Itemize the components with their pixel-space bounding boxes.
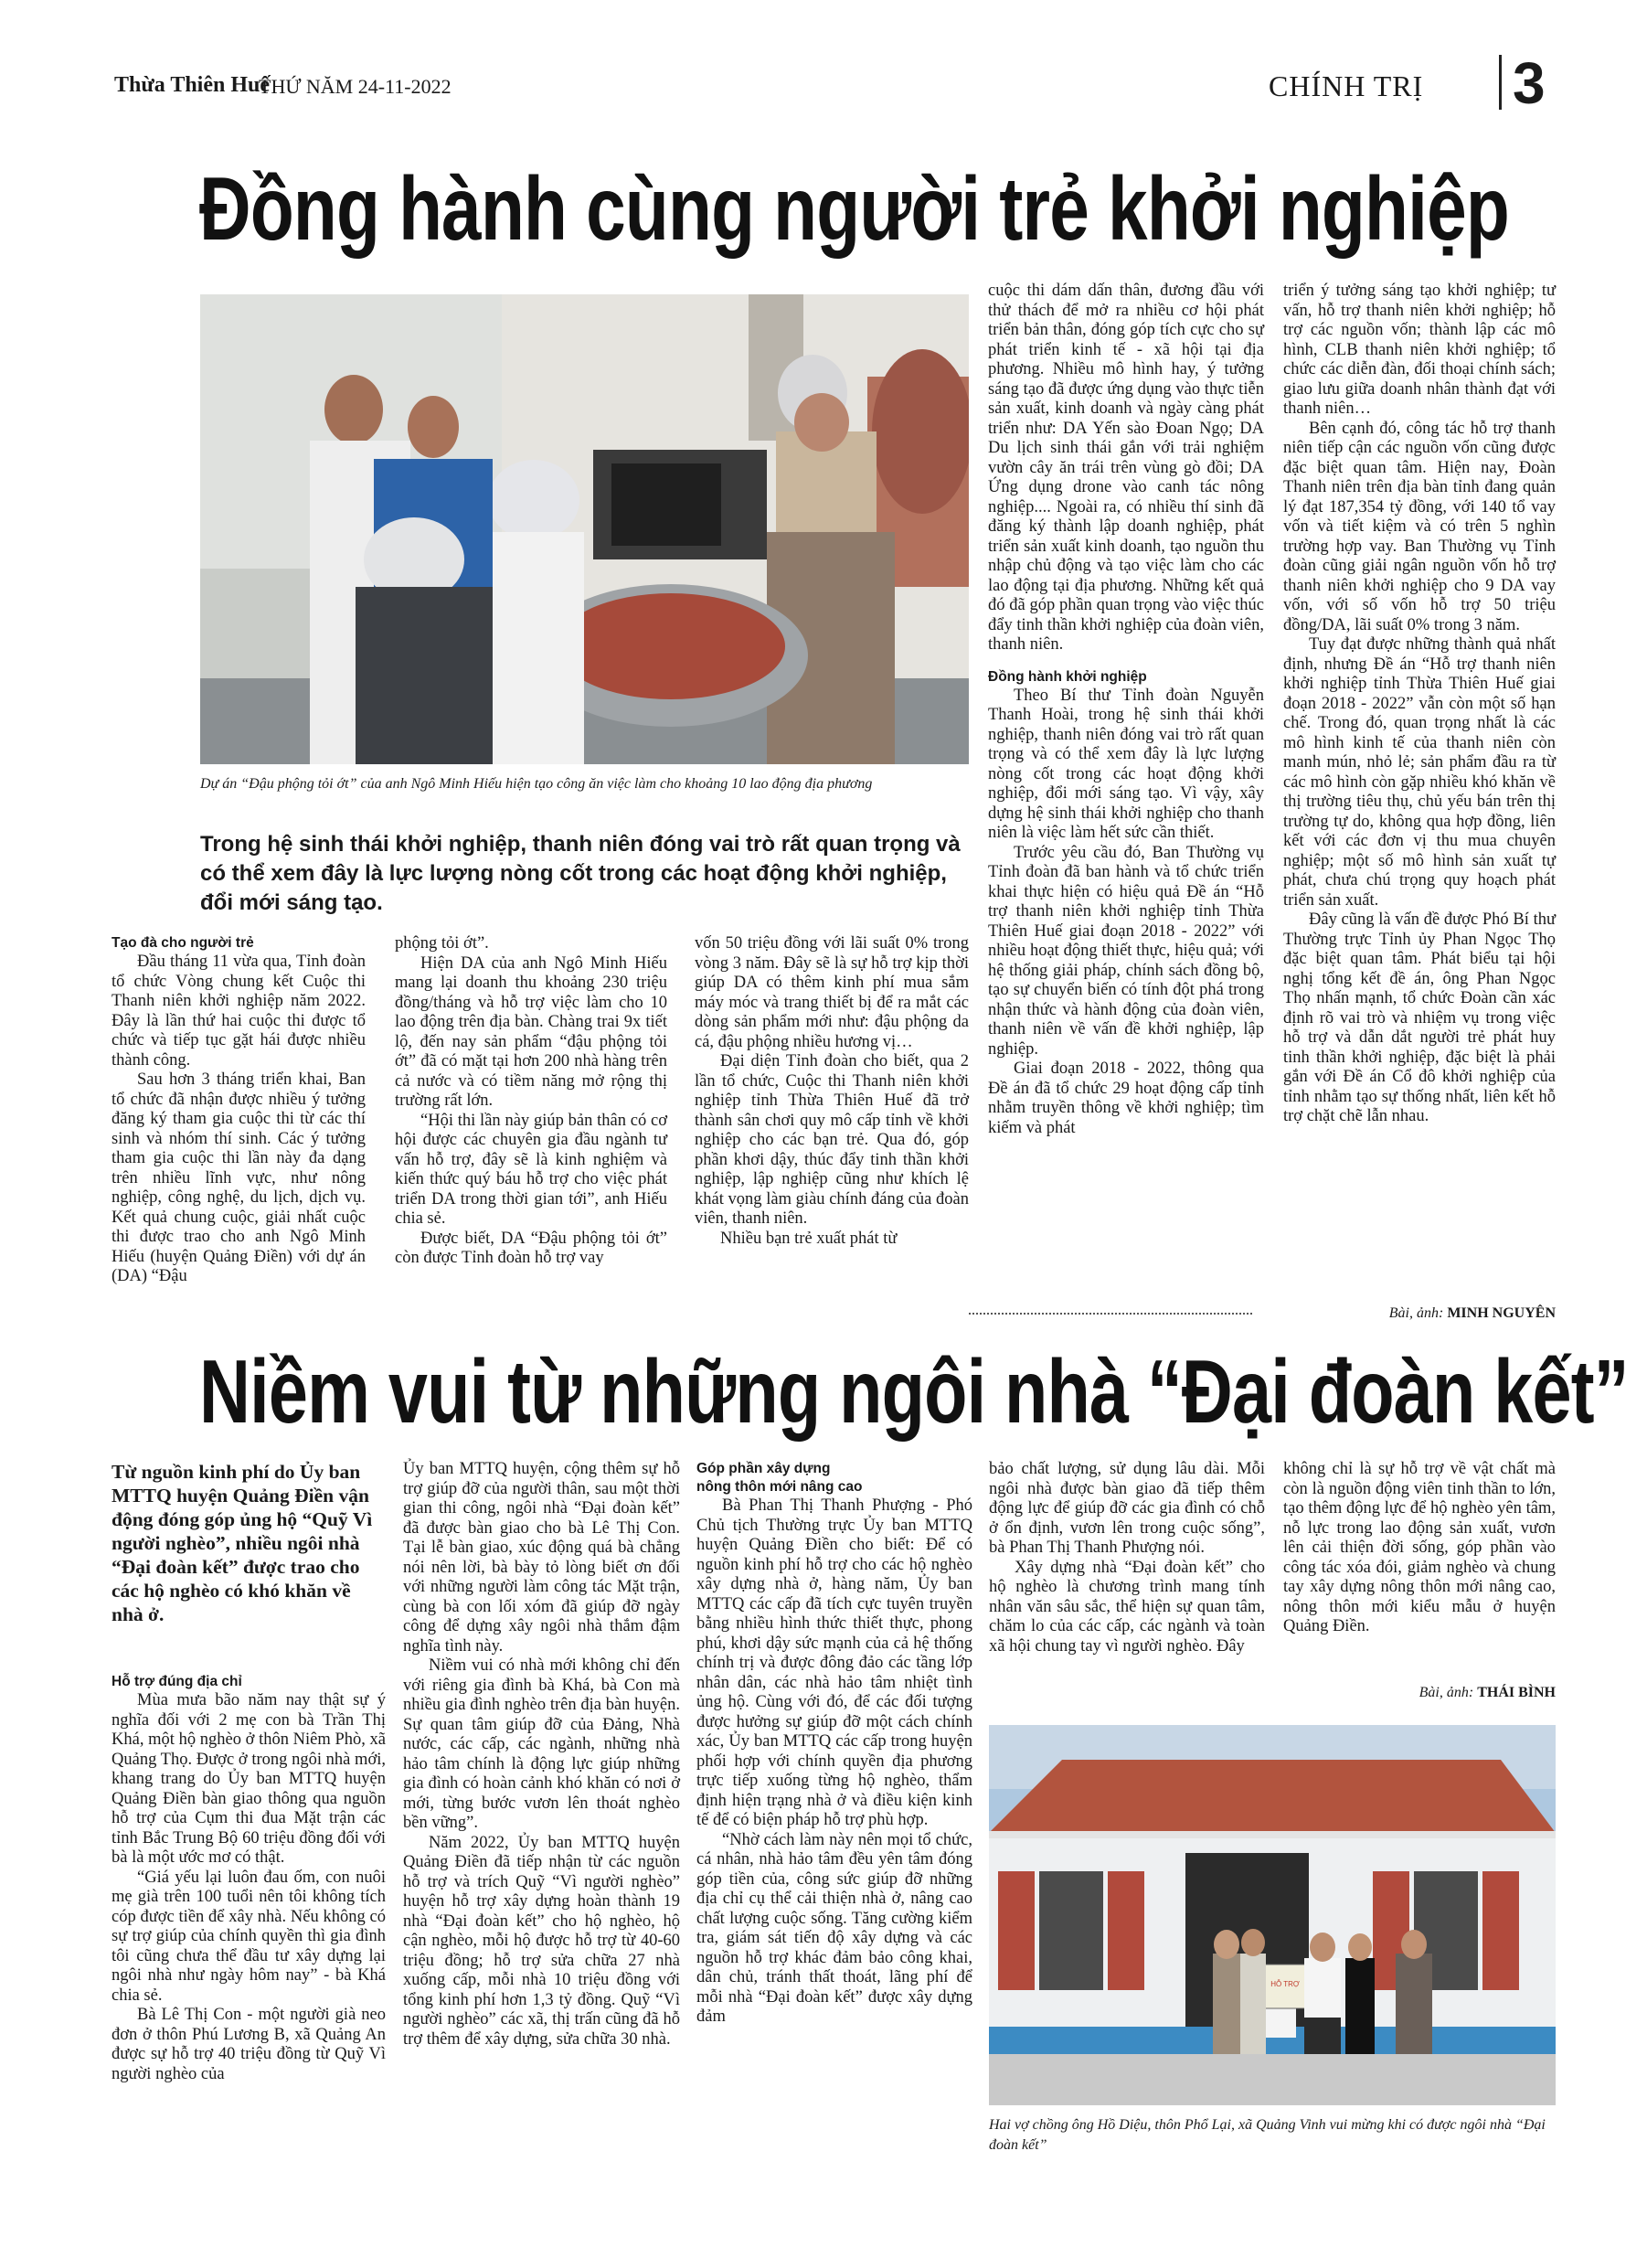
paragraph: Bà Phan Thị Thanh Phượng - Phó Chủ tịch Thường trực Ủy ban MTTQ huyện Quảng Điền cho biết: Để có nguồn kinh phí hỗ trợ cho các hộ nghèo xây dựng nhà ở, hàng năm, Ủy ban MTTQ các cấp đã tích cực tuyên truyền bằng nhiều hình thức thiết thực, phong phú, khơi dậy sức mạnh của cả hệ thống chính trị và được đông đảo các tầng lớp nhân dân, các nhà hảo tâm nhiệt tình ủng hộ. Cùng với đó, để các đối tượng được hưởng sự giúp đỡ một cách chính xác, Ủy ban MTTQ các cấp trong huyện phối hợp với chính quyền địa phương trực tiếp xuống từng hộ nghèo, thẩm định hiện trạng nhà ở và điều kiện kinh tế để có biện pháp hỗ trợ phù hợp. [696, 1496, 972, 1829]
article2-byline [1283, 1685, 1556, 1701]
article1-photo-caption: Dự án “Đậu phộng tỏi ớt” của anh Ngô Minh Hiếu hiện tạo công ăn việc làm cho khoảng 10 lao động địa phương [200, 776, 873, 792]
article2-column-5 [1283, 1460, 1556, 1637]
paragraph: Bên cạnh đó, công tác hỗ trợ thanh niên tiếp cận các nguồn vốn cũng được đặc biệt quan tâm. Hiện nay, Đoàn Thanh niên trên địa bàn tỉnh đang quản lý đạt 187,354 tỷ đồng, với 140 tổ vay vốn và tiết kiệm và có trên 5 nghìn trường hợp vay. Ban Thường vụ Tỉnh đoàn cũng giải ngân nguồn vốn hỗ trợ thanh niên khởi nghiệp cho 9 DA vay vốn, với số vốn hỗ trợ 50 triệu đồng/DA, lãi suất 0% trong 3 năm. [1283, 419, 1556, 634]
paragraph: Niềm vui có nhà mới không chỉ đến với riêng gia đình bà Khá, bà Con mà nhiều gia đình nghèo trên địa bàn huyện. Sự quan tâm giúp đỡ của Đảng, Nhà nước, các cấp, các ngành, những nhà hảo tâm chính là động lực giúp những gia đình có hoàn cảnh khó khăn có nơi ở mới, từng bước vươn lên thoát nghèo bền vững”. [403, 1656, 680, 1832]
paragraph: bảo chất lượng, sử dụng lâu dài. Mỗi ngôi nhà được bàn giao đã tiếp thêm động lực để giúp đỡ các gia đình có chỗ ở ổn định, vươn lên trong cuộc sống”, bà Phan Thị Thanh Phượng nói. [989, 1460, 1265, 1557]
article2-photo [989, 1725, 1556, 2105]
sign-text: HỖ TRỢ [1270, 1980, 1300, 1988]
paragraph: Tuy đạt được những thành quả nhất định, nhưng Đề án “Hỗ trợ thanh niên khởi nghiệp tỉnh Thừa Thiên Huế giai đoạn 2018 - 2022” vẫn còn một số hạn chế. Trong đó, quan trọng nhất là các mô hình kinh tế của thanh niên còn manh mún, nhỏ lẻ; sản phẩm đầu ra từ các mô hình còn gặp nhiều khó khăn về thị trường tiêu thụ, chủ yếu bán trên thị trường tự do, không qua hợp đồng, liên kết với các đơn vị thu mua chuyên nghiệp; một số mô hình sản xuất tự phát, chưa chú trọng quy hoạch phát triển sản xuất. [1283, 635, 1556, 910]
paragraph: Đây cũng là vấn đề được Phó Bí thư Thường trực Tỉnh ủy Phan Ngọc Thọ đặc biệt quan tâm. Phát biểu tại hội nghị tổng kết đề án, ông Phan Ngọc Thọ nhấn mạnh, tổ chức Đoàn cần xác định rõ vai trò và nhiệm vụ trong việc hỗ trợ và dẫn dắt người trẻ phát huy tinh thần khởi nghiệp, đặc biệt là phải gắn với Đề án Cổ đô khởi nghiệp của tỉnh nhằm tạo sự thống nhất, liên kết hỗ trợ chặt chẽ lẫn nhau. [1283, 910, 1556, 1125]
byline-author: MINH NGUYÊN [1447, 1305, 1556, 1321]
paragraph: Sau hơn 3 tháng triển khai, Ban tổ chức đã nhận được nhiều ý tưởng đăng ký tham gia cuộc thi từ các thí sinh và nhóm thí sinh. Các ý tưởng tham gia cuộc thi lần này đa dạng trên nhiều lĩnh vực, như nông nghiệp, công nghệ, du lịch, dịch vụ. Kết quả chung cuộc, giải nhất cuộc thi được trao cho anh Ngô Minh Hiếu (huyện Quảng Điền) với dự án (DA) “Đậu [112, 1070, 366, 1285]
paragraph: triển ý tưởng sáng tạo khởi nghiệp; tư vấn, hỗ trợ thanh niên khởi nghiệp; hỗ trợ các nguồn vốn; thành lập các mô hình, CLB thanh niên khởi nghiệp; tổ chức các diễn đàn, đối thoại chính sách; giao lưu giữa doanh nhân thành đạt với thanh niên… [1283, 282, 1556, 418]
paragraph: Đại diện Tỉnh đoàn cho biết, qua 2 lần tổ chức, Cuộc thi Thanh niên khởi nghiệp tỉnh Thừa Thiên Huế đã trở thành sân chơi quy mô cấp tỉnh về khởi nghiệp cho các bạn trẻ. Qua đó, góp phần khơi dậy, thúc đẩy tinh thần khởi nghiệp, lập nghiệp cũng như khích lệ khát vọng làm giàu chính đáng của đoàn viên, thanh niên. [695, 1052, 969, 1228]
paragraph: Năm 2022, Ủy ban MTTQ huyện Quảng Điền đã tiếp nhận từ các nguồn hỗ trợ và trích Quỹ “Vì người nghèo” huyện hỗ trợ xây dựng hoàn thành 19 nhà “Đại đoàn kết” cho hộ nghèo, hộ cận nghèo, mỗi hộ được hỗ trợ từ 40-60 triệu đồng; hỗ trợ sửa chữa 27 nhà xuống cấp, mỗi nhà 10 triệu đồng với tổng kinh phí hơn 1,3 tỷ đồng. Quỹ “Vì người nghèo” các xã, thị trấn cũng đã hỗ trợ thêm để xây dựng, sửa chữa 30 nhà. [403, 1833, 680, 2049]
article1-column-4 [988, 282, 1264, 1138]
article2-subhead-2a: Góp phần xây dựng [696, 1461, 831, 1476]
paragraph: Giai đoạn 2018 - 2022, thông qua Đề án đã tổ chức 29 hoạt động cấp tỉnh nhằm truyền thông về khởi nghiệp; tìm kiếm và phát [988, 1059, 1264, 1137]
paragraph: Đầu tháng 11 vừa qua, Tỉnh đoàn tổ chức Vòng chung kết Cuộc thi Thanh niên khởi nghiệp năm 2022. Đây là lần thứ hai cuộc thi được tổ chức và tiếp tục gặt hái được nhiều thành công. [112, 953, 366, 1070]
article1-subhead-2: Đồng hành khởi nghiệp [988, 668, 1147, 685]
paragraph: Xây dựng nhà “Đại đoàn kết” cho hộ nghèo là chương trình mang tính nhân văn sâu sắc, thể hiện sự quan tâm, chăm lo của các cấp, các ngành và toàn xã hội chung tay vì người nghèo. Đây [989, 1558, 1265, 1656]
byline-author: THÁI BÌNH [1477, 1685, 1556, 1700]
masthead-name: Thừa Thiên Huế [114, 73, 271, 97]
article1-subhead-1: Tạo đà cho người trẻ [112, 935, 254, 951]
article2-subhead-2b: nông thôn mới nâng cao [696, 1479, 863, 1495]
paragraph: Hiện DA của anh Ngô Minh Hiếu mang lại doanh thu khoảng 230 triệu đồng/tháng và hỗ trợ việc làm cho 10 lao động trên địa bàn. Chàng trai 9x tiết lộ, đến nay sản phẩm “đậu phộng tỏi ớt” đã có mặt tại hơn 200 nhà hàng trên cả nước và có tiềm năng mở rộng thị trường rất lớn. [395, 953, 667, 1110]
paragraph: phộng tỏi ớt”. [395, 934, 489, 953]
paragraph: Ủy ban MTTQ huyện, cộng thêm sự hỗ trợ giúp đỡ của người thân, sau một thời gian thi công, ngôi nhà “Đại đoàn kết” đã được bàn giao cho bà Lê Thị Con. Tại lễ bàn giao, xúc động quá bà chẳng nói nên lời, bà bày tỏ lòng biết ơn đối với những người làm công tác Mặt trận, cùng bà con lối xóm đã giúp đỡ ngày công để dựng xây ngôi nhà thắm đậm nghĩa tình này. [403, 1460, 680, 1656]
page-number-divider [1499, 55, 1502, 110]
byline-prefix: Bài, ảnh: [1388, 1305, 1444, 1321]
paragraph: Mùa mưa bão năm nay thật sự ý nghĩa đối với 2 mẹ con bà Trần Thị Khá, một hộ nghèo ở thôn Niêm Phò, xã Quảng Thọ. Được ở trong ngôi nhà mới, khang trang do Ủy ban MTTQ huyện Quảng Điền bàn giao thông qua nguồn hỗ trợ của Cụm thi đua Mặt trận các tỉnh Bắc Trung Bộ 60 triệu đồng đối với bà là một ước mơ có thật. [112, 1691, 386, 1867]
paragraph: “Giá yếu lại luôn đau ốm, con nuôi mẹ già trên 100 tuổi nên tôi không tích cóp được tiền để xây nhà. Nếu không có sự trợ giúp của chính quyền thì gia đình tôi cũng chưa thể đầu tư xây dựng lại ngôi nhà như ngày hôm nay” - bà Khá chia sẻ. [112, 1868, 386, 2005]
paragraph: không chỉ là sự hỗ trợ về vật chất mà còn là nguồn động viên tinh thần to lớn, tạo thêm động lực để hộ nghèo yên tâm, nỗ lực trong lao động sản xuất, vươn lên cải thiện đời sống, góp phần vào công tác xóa đói, giảm nghèo và chung tay xây dựng nông thôn mới nâng cao, nông thôn mới kiểu mẫu ở huyện Quảng Điền. [1283, 1460, 1556, 1635]
paragraph: Bà Lê Thị Con - một người già neo đơn ở thôn Phú Lương B, xã Quảng An được sự hỗ trợ 40 triệu đồng từ Quỹ Vì người nghèo của [112, 2006, 386, 2083]
article-divider [969, 1313, 1252, 1315]
article2-lead: Từ nguồn kinh phí do Ủy ban MTTQ huyện Quảng Điền vận động đóng góp ủng hộ “Quỹ Vì người nghèo”, nhiều ngôi nhà “Đại đoàn kết” được trao cho các hộ nghèo có khó khăn về nhà ở. [112, 1461, 373, 1625]
article2-column-4 [989, 1460, 1265, 1656]
article1-photo [200, 294, 969, 764]
paragraph: Được biết, DA “Đậu phộng tỏi ớt” còn được Tỉnh đoàn hỗ trợ vay [395, 1229, 667, 1267]
article2-photo-caption: Hai vợ chồng ông Hồ Diệu, thôn Phổ Lại, xã Quảng Vinh vui mừng khi có được ngôi nhà “Đại đoàn kết” [989, 2117, 1546, 2153]
byline-prefix: Bài, ảnh: [1419, 1685, 1474, 1700]
article2-column-2 [403, 1460, 680, 2050]
paragraph: Nhiều bạn trẻ xuất phát từ [720, 1229, 898, 1248]
paragraph: Theo Bí thư Tỉnh đoàn Nguyễn Thanh Hoài, trong hệ sinh thái khởi nghiệp, thanh niên đóng vai trò rất quan trọng và có thể xem đây là lực lượng nòng cốt trong các hoạt động khởi nghiệp, đổi mới sáng tạo. Vì vậy, xây dựng hệ sinh thái khởi nghiệp cho thanh niên là việc làm hết sức cần thiết. [988, 686, 1264, 842]
article2-column-3 [696, 1460, 972, 2028]
paragraph: “Nhờ cách làm này nên mọi tổ chức, cá nhân, nhà hảo tâm đều yên tâm đóng góp tiền của, công sức giúp đỡ những địa chỉ cụ thể cải thiện nhà ở, nâng cao chất lượng cuộc sống. Tăng cường kiểm tra, giám sát tiến độ xây dựng và các nguồn hỗ trợ khác đảm bảo công khai, dân chủ, tránh thất thoát, lãng phí để mỗi nhà “Đại đoàn kết” được xây dựng đảm [696, 1830, 972, 2026]
article1-column-3 [695, 934, 969, 1249]
issue-date: THỨ NĂM 24-11-2022 [259, 75, 452, 98]
paragraph: cuộc thi dám dấn thân, đương đầu với thử thách để mở ra nhiều cơ hội phát triển bản thân, đóng góp tích cực cho sự phát triển kinh tế - xã hội tại địa phương. Nhiều mô hình hay, ý tưởng sáng tạo đã được ứng dụng vào thực tiễn sản xuất, kinh doanh và ngày càng phát triển như: DA Yến sào Đoan Ngọ; DA Du lịch sinh thái gắn với trải nghiệm vườn cây ăn trái trên vùng gò đồi; DA Ứng dụng drone vào canh tác nông nghiệp.... Ngoài ra, có nhiều thí sinh đã đăng ký thành lập doanh nghiệp, phát triển sản xuất kinh doanh, tạo nguồn thu nhập chủ động và tạo việc làm cho các lao động tại địa phương. Những kết quả đó đã góp phần quan trọng vào việc thúc đẩy tinh thần khởi nghiệp của đoàn viên, thanh niên. [988, 282, 1264, 654]
paragraph: Trước yêu cầu đó, Ban Thường vụ Tỉnh đoàn đã ban hành và tổ chức triển khai thực hiện có hiệu quả Đề án “Hỗ trợ thanh niên khởi nghiệp tỉnh Thừa Thiên Huế giai đoạn 2018 - 2022” với nhiều hoạt động thiết thực, hiệu quả; với hệ thống giải pháp, chính sách đồng bộ, tạo sự chuyển biến có tính đột phá trong nhận thức và hành động của đoàn viên, thanh niên về vấn đề khởi nghiệp, lập nghiệp. [988, 843, 1264, 1059]
article1-column-1 [112, 934, 366, 1287]
article1-byline [1283, 1305, 1556, 1322]
page-number: 3 [1513, 50, 1546, 116]
section-name: CHÍNH TRỊ [1269, 69, 1424, 102]
article1-column-2 [395, 934, 667, 1269]
article1-lead: Trong hệ sinh thái khởi nghiệp, thanh niên đóng vai trò rất quan trọng và có thể xem đây là lực lượng nòng cốt trong các hoạt động khởi nghiệp, đổi mới sáng tạo. [200, 832, 961, 915]
paragraph: vốn 50 triệu đồng với lãi suất 0% trong vòng 3 năm. Đây sẽ là sự hỗ trợ kịp thời giúp DA có thêm kinh phí mua sắm máy móc và trang thiết bị để ra mắt các dòng sản phẩm mới như: đậu phộng da cá, đậu phộng nhiều hương vị… [695, 934, 969, 1051]
article2-headline: Niềm vui từ những ngôi nhà “Đại đoàn kết” [199, 1341, 1629, 1442]
article1-headline: Đồng hành cùng người trẻ khởi nghiệp [199, 158, 1509, 259]
article2-column-1 [112, 1673, 386, 2084]
paragraph: “Hội thi lần này giúp bản thân có cơ hội được các chuyên gia đầu ngành tư vấn hỗ trợ, đây sẽ là kinh nghiệm và kiến thức quý báu hỗ trợ cho việc phát triển DA trong thời gian tới”, anh Hiếu chia sẻ. [395, 1111, 667, 1228]
article2-subhead-1: Hỗ trợ đúng địa chỉ [112, 1674, 242, 1689]
article1-column-5 [1283, 282, 1556, 1127]
